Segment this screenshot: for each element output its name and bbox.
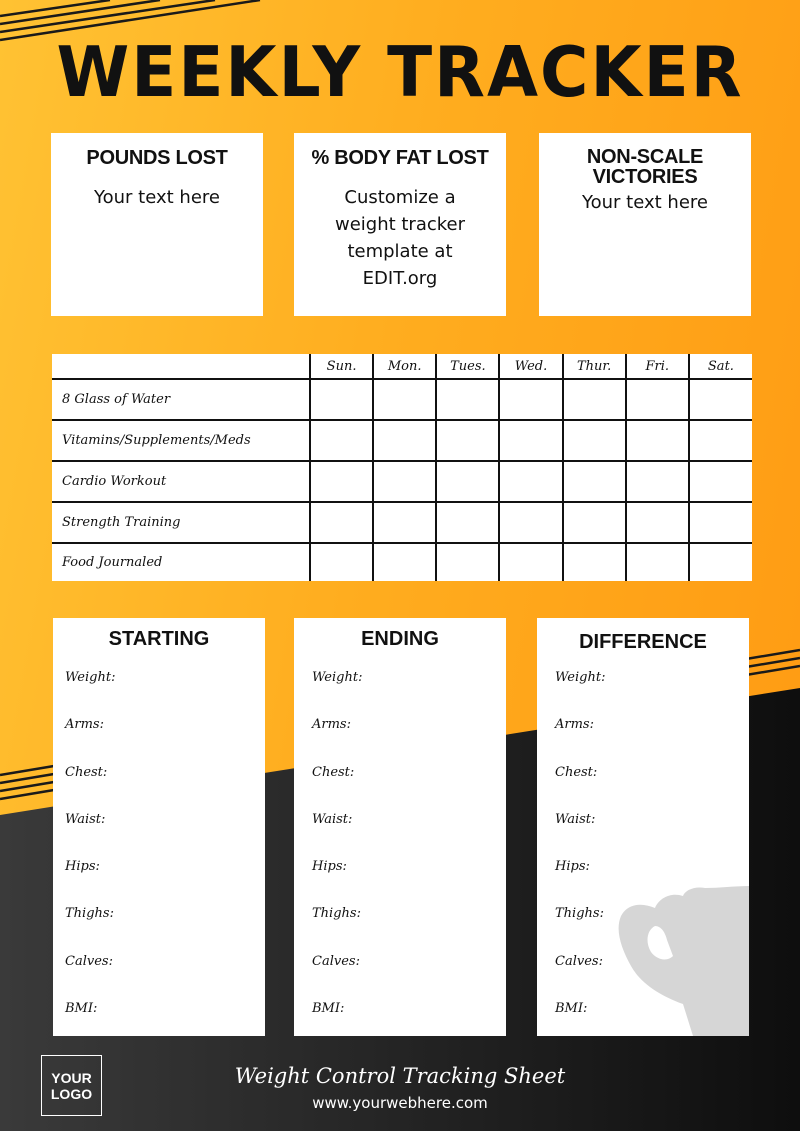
ending-measurements-list: [312, 670, 362, 1048]
check-cell[interactable]: [563, 502, 626, 543]
list-item[interactable]: Hips:: [65, 859, 100, 875]
row-label-food: Food Journaled: [52, 543, 310, 582]
non-scale-victories-heading: [539, 147, 751, 187]
list-item[interactable]: Calves:: [312, 953, 360, 969]
list-item[interactable]: Weight:: [65, 670, 116, 685]
row-label-vitamins: Vitamins/Supplements/Meds: [52, 420, 310, 461]
footer-url[interactable]: www.yourwebhere.com: [312, 1094, 488, 1112]
check-cell[interactable]: [310, 420, 373, 461]
difference-measurements-list: [555, 670, 605, 1048]
check-cell[interactable]: [689, 543, 752, 582]
logo-line1: YOUR: [51, 1069, 92, 1086]
day-header-sun: Sun.: [310, 354, 373, 379]
table-row: [52, 461, 752, 502]
check-cell[interactable]: [436, 379, 499, 420]
check-cell[interactable]: [626, 461, 689, 502]
day-header-fri: Fri.: [626, 354, 689, 379]
check-cell[interactable]: [373, 461, 436, 502]
pounds-lost-box: [51, 133, 263, 316]
check-cell[interactable]: [563, 543, 626, 582]
list-item[interactable]: Thighs:: [312, 906, 361, 922]
footer-title: Weight Control Tracking Sheet: [234, 1064, 566, 1088]
check-cell[interactable]: [499, 502, 562, 543]
day-header-sat: Sat.: [689, 354, 752, 379]
check-cell[interactable]: [373, 502, 436, 543]
pounds-lost-text[interactable]: Your text here: [94, 187, 220, 208]
day-header-mon: Mon.: [373, 354, 436, 379]
list-item[interactable]: Chest:: [312, 764, 355, 780]
table-row: [52, 379, 752, 420]
check-cell[interactable]: [689, 379, 752, 420]
check-cell[interactable]: [626, 420, 689, 461]
difference-heading: DIFFERENCE: [579, 631, 707, 653]
check-cell[interactable]: [626, 502, 689, 543]
list-item[interactable]: Calves:: [555, 953, 603, 969]
table-header-row: [52, 354, 752, 379]
page-title: WEEKLY TRACKER: [56, 32, 744, 113]
check-cell[interactable]: [626, 543, 689, 582]
check-cell[interactable]: [310, 543, 373, 582]
starting-column: [53, 618, 265, 1036]
body-fat-lost-box: [294, 133, 506, 316]
difference-column: [537, 618, 749, 1036]
check-cell[interactable]: [436, 543, 499, 582]
non-scale-victories-heading-line2: VICTORIES: [592, 166, 698, 188]
check-cell[interactable]: [373, 543, 436, 582]
check-cell[interactable]: [689, 461, 752, 502]
pounds-lost-heading: POUNDS LOST: [86, 147, 228, 169]
list-item[interactable]: Thighs:: [65, 906, 114, 922]
starting-measurements-list: [65, 670, 115, 1048]
row-label-cardio: Cardio Workout: [52, 461, 310, 502]
list-item[interactable]: Weight:: [555, 670, 606, 685]
list-item[interactable]: Hips:: [555, 859, 590, 875]
body-fat-lost-heading: % BODY FAT LOST: [311, 147, 489, 169]
table-row: [52, 502, 752, 543]
check-cell[interactable]: [373, 420, 436, 461]
list-item[interactable]: Waist:: [312, 811, 353, 827]
ending-column: [294, 618, 506, 1036]
list-item[interactable]: Arms:: [555, 717, 594, 733]
check-cell[interactable]: [373, 379, 436, 420]
list-item[interactable]: Hips:: [312, 859, 347, 875]
list-item[interactable]: Chest:: [65, 764, 108, 780]
check-cell[interactable]: [689, 420, 752, 461]
list-item[interactable]: BMI:: [312, 1001, 345, 1017]
habit-tracker-table: [52, 354, 752, 581]
check-cell[interactable]: [310, 461, 373, 502]
non-scale-victories-heading-line1: NON-SCALE: [586, 146, 704, 168]
check-cell[interactable]: [499, 461, 562, 502]
day-header-thur: Thur.: [563, 354, 626, 379]
day-header-wed: Wed.: [499, 354, 562, 379]
table-row: [52, 420, 752, 461]
check-cell[interactable]: [310, 502, 373, 543]
check-cell[interactable]: [563, 461, 626, 502]
check-cell[interactable]: [436, 420, 499, 461]
table-corner-cell: [52, 354, 310, 379]
starting-heading: STARTING: [108, 628, 210, 650]
list-item[interactable]: Calves:: [65, 953, 113, 969]
day-header-tues: Tues.: [436, 354, 499, 379]
ending-heading: ENDING: [361, 628, 439, 650]
non-scale-victories-box: [539, 133, 751, 316]
check-cell[interactable]: [689, 502, 752, 543]
row-label-strength: Strength Training: [52, 502, 310, 543]
check-cell[interactable]: [499, 543, 562, 582]
list-item[interactable]: Thighs:: [555, 906, 604, 922]
flexed-arm-icon: [611, 886, 749, 1036]
check-cell[interactable]: [563, 379, 626, 420]
check-cell[interactable]: [626, 379, 689, 420]
row-label-water: 8 Glass of Water: [52, 379, 310, 420]
list-item[interactable]: Weight:: [312, 670, 363, 685]
check-cell[interactable]: [499, 379, 562, 420]
list-item[interactable]: Waist:: [555, 811, 596, 827]
list-item[interactable]: BMI:: [555, 1001, 588, 1017]
check-cell[interactable]: [563, 420, 626, 461]
list-item[interactable]: Waist:: [65, 811, 106, 827]
check-cell[interactable]: [436, 502, 499, 543]
list-item[interactable]: Arms:: [65, 717, 104, 733]
check-cell[interactable]: [310, 379, 373, 420]
list-item[interactable]: Chest:: [555, 764, 598, 780]
logo-line2: LOGO: [50, 1085, 93, 1102]
list-item[interactable]: Arms:: [312, 717, 351, 733]
check-cell[interactable]: [436, 461, 499, 502]
list-item[interactable]: BMI:: [65, 1001, 98, 1017]
body-fat-lost-text[interactable]: Customize a weight tracker template at EDIT.org: [334, 187, 466, 289]
table-row: [52, 543, 752, 582]
non-scale-victories-text[interactable]: Your text here: [582, 192, 708, 213]
check-cell[interactable]: [499, 420, 562, 461]
